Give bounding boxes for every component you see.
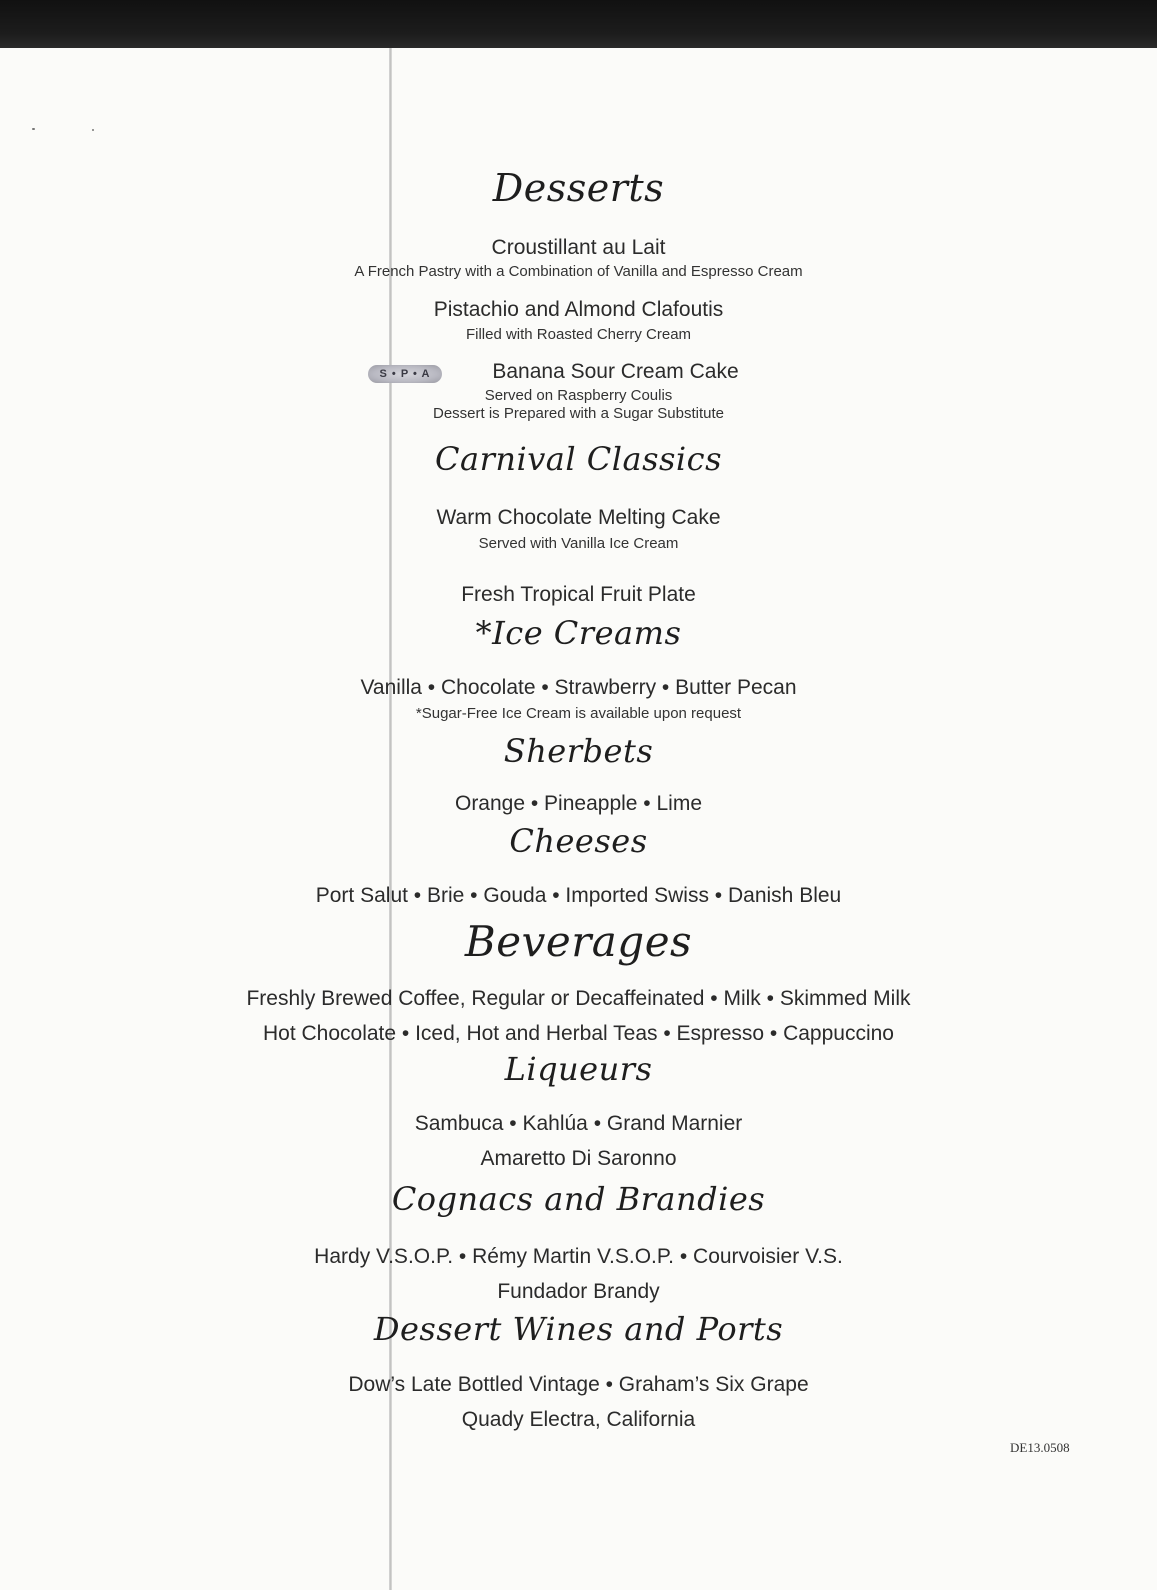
beverage-list-line: Hot Chocolate • Iced, Hot and Herbal Teas • Espresso • Cappuccino	[262, 1022, 894, 1045]
wine-list-line: Dow’s Late Bottled Vintage • Graham’s Six Grape	[348, 1373, 809, 1396]
dessert-item-name: Croustillant au Lait	[491, 236, 666, 259]
ice-cream-list: Vanilla • Chocolate • Strawberry • Butter Pecan	[360, 676, 797, 699]
menu-code: DE13.0508	[1010, 1440, 1070, 1455]
desserts-heading: Desserts	[492, 166, 665, 210]
cognacs-heading: Cognacs and Brandies	[391, 1180, 766, 1218]
dessert-item-desc: Served on Raspberry Coulis	[484, 387, 673, 404]
liqueur-list-line: Amaretto Di Saronno	[480, 1147, 677, 1170]
scan-speck	[92, 129, 94, 131]
dessert-item-name: Pistachio and Almond Clafoutis	[433, 298, 724, 321]
liqueurs-heading: Liqueurs	[504, 1050, 653, 1088]
cheese-list: Port Salut • Brie • Gouda • Imported Swiss • Danish Bleu	[315, 884, 842, 907]
dessert-item-desc: A French Pastry with a Combination of Vanilla and Espresso Cream	[354, 263, 803, 280]
ice-cream-note: *Sugar-Free Ice Cream is available upon request	[415, 705, 742, 722]
dessert-item-note: Dessert is Prepared with a Sugar Substitute	[433, 405, 724, 422]
wine-list-line: Quady Electra, California	[461, 1408, 696, 1431]
dessert-item-desc: Filled with Roasted Cherry Cream	[465, 326, 692, 343]
dessert-item-name: Banana Sour Cream Cake	[492, 360, 739, 383]
beverages-heading: Beverages	[464, 917, 693, 966]
dessert-wines-heading: Dessert Wines and Ports	[373, 1310, 784, 1348]
scan-top-edge	[0, 0, 1157, 48]
beverage-list-line: Freshly Brewed Coffee, Regular or Decaffeinated • Milk • Skimmed Milk	[246, 987, 911, 1010]
classic-item-name: Fresh Tropical Fruit Plate	[461, 583, 696, 606]
scan-speck	[32, 128, 35, 130]
sherbets-heading: Sherbets	[503, 732, 654, 770]
classic-item-desc: Served with Vanilla Ice Cream	[478, 535, 679, 552]
spa-logo-badge: S • P • A	[368, 365, 442, 383]
liqueur-list-line: Sambuca • Kahlúa • Grand Marnier	[414, 1112, 743, 1135]
cognac-list-line: Hardy V.S.O.P. • Rémy Martin V.S.O.P. • Courvoisier V.S.	[314, 1245, 843, 1268]
sherbet-list: Orange • Pineapple • Lime	[454, 792, 703, 815]
cheeses-heading: Cheeses	[509, 822, 648, 860]
ice-creams-heading: *Ice Creams	[475, 614, 682, 652]
cognac-list-line: Fundador Brandy	[497, 1280, 660, 1303]
carnival-classics-heading: Carnival Classics	[435, 440, 722, 478]
classic-item-name: Warm Chocolate Melting Cake	[436, 506, 721, 529]
